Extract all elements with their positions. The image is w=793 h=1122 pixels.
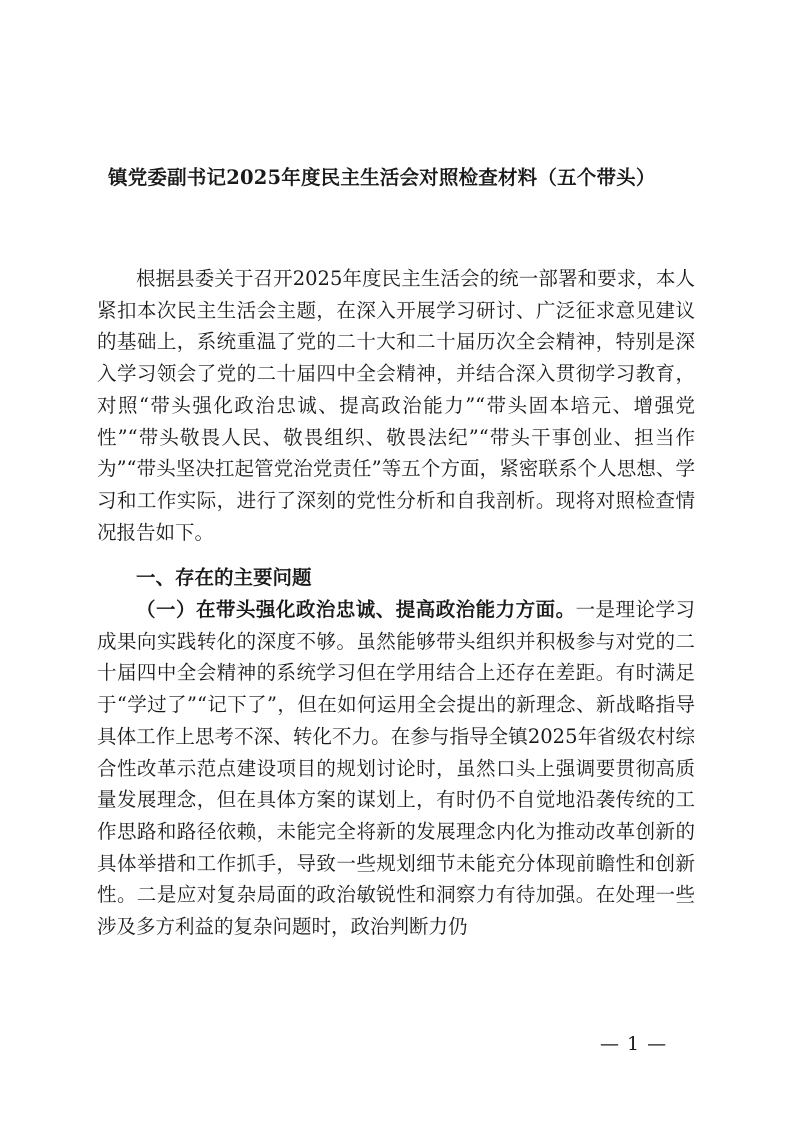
section-body-text: 一是理论学习成果向实践转化的深度不够。虽然能够带头组织并积极参与对党的二十届四中全会精神的系统学习但在学用结合上还存在差距。有时满足于“学过了”“记下了”，但在如何运用全会提出的新理念、新战略指导具体工作上思考不深、转化不力。在参与指导全镇2025年省级农村综合性改革示范点建设项目的规划讨论时，虽然口头上强调要贯彻高质量发展理念，但在具体方案的谋划上，有时仍不自觉地沿袭传统的工作思路和路径依赖，未能完全将新的发展理念内化为推动改革创新的具体举措和工作抓手，导致一些规划细节未能充分体现前瞻性和创新性。二是应对复杂局面的政治敏锐性和洞察力有待加强。在处理一些涉及多方利益的复杂问题时，政治判断力仍	[97, 598, 695, 939]
page-number: — 1 —	[600, 1033, 668, 1055]
page-title: 镇党委副书记2025年度民主生活会对照检查材料（五个带头）	[108, 166, 656, 189]
section-heading: 一、存在的主要问题	[136, 566, 312, 589]
sub-heading: （一）在带头强化政治忠诚、提高政治能力方面。	[136, 598, 576, 621]
section-paragraph	[97, 594, 695, 943]
intro-paragraph: 根据县委关于召开2025年度民主生活会的统一部署和要求，本人紧扣本次民主生活会主题，在深入开展学习研讨、广泛征求意见建议的基础上，系统重温了党的二十大和二十届历次全会精神，特别是深入学习领会了党的二十届四中全会精神，并结合深入贯彻学习教育，对照“带头强化政治忠诚、提高政治能力”“带头固本培元、增强党性”“带头敬畏人民、敬畏组织、敬畏法纪”“带头干事创业、担当作为”“带头坚决扛起管党治党责任”等五个方面，紧密联系个人思想、学习和工作实际，进行了深刻的党性分析和自我剖析。现将对照检查情况报告如下。	[97, 267, 695, 544]
